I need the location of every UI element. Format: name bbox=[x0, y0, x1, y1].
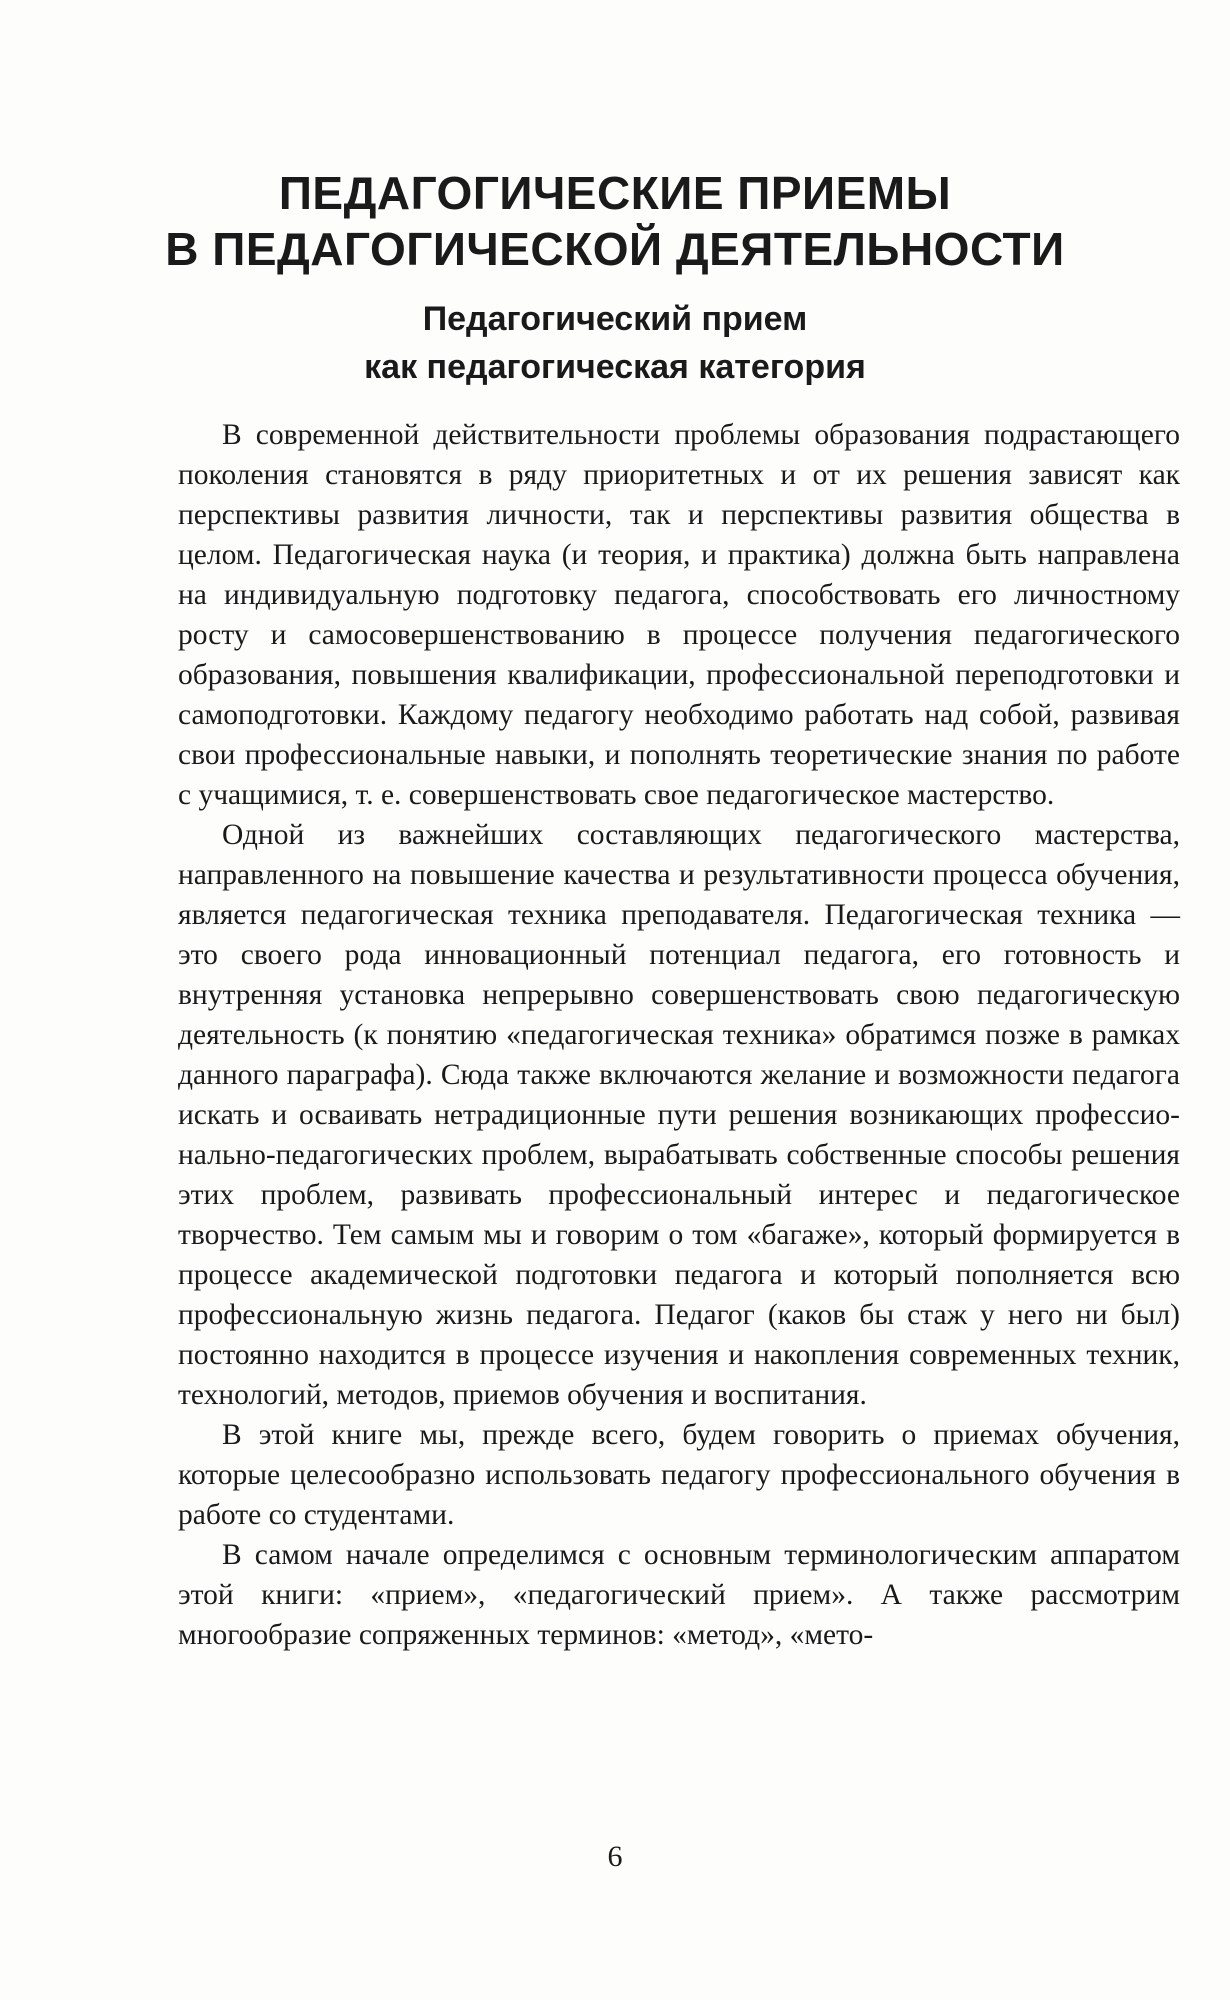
section-title-line-1: Педагогический прием bbox=[422, 300, 808, 338]
paragraph-4: В самом начале определимся с основным терминологическим аппаратом этой книги: «прием», «педагогический прием». А также рассмотрим многообразие сопряженных терминов: «метод», «мето- bbox=[178, 1539, 1180, 1651]
chapter-title-line-1: ПЕДАГОГИЧЕСКИЕ ПРИЕМЫ bbox=[278, 167, 952, 219]
chapter-title-line-2: В ПЕДАГОГИЧЕСКОЙ ДЕЯТЕЛЬНОСТИ bbox=[165, 223, 1065, 275]
section-title-line-2: как педагогическая категория bbox=[364, 348, 866, 386]
paragraph-1: В современной действительности проблемы образования подрастающего поколения становятся в ряду приоритетных и от их решения зависят как перспективы развития личности, так и перспективы развития общества в целом. Педагогическая наука (и теория, и практика) должна быть направлена на индивидуальную подготовку педагога, способствовать его личностному росту и самосовершенствованию в процессе получения педагогического образования, повышения квалификации, профессиональной переподготовки и самоподготовки. Каждому педагогу необходимо работать над собой, развивая свои профессиональные навыки, и пополнять теоретические знания по работе с учащимися, т. е. совершенствовать свое педагогическое мастерство. bbox=[178, 419, 1180, 811]
page-number: 6 bbox=[607, 1840, 623, 1873]
section-title bbox=[0, 295, 1230, 391]
chapter-title bbox=[0, 165, 1230, 277]
body-text bbox=[178, 415, 1180, 1655]
paragraph-2: Одной из важнейших составляющих педагогического мастерства, направленного на повышение качества и результативности процесса обучения, является педагогическая техника преподавателя. Педагогическая техника — это своего рода инновационный потенциал педагога, его готовность и внутренняя установка непрерывно совершенствовать свою педагогическую деятельность (к понятию «педагогическая техника» обратимся позже в рамках данного параграфа). Сюда также включаются желание и возможности педагога искать и осваивать нетрадиционные пути решения возникающих профессионально-педагогических проблем, вырабатывать собственные способы решения этих проблем, развивать профессиональный интерес и педагогическое творчество. Тем самым мы и говорим о том «багаже», который формируется в процессе академической подготовки педагога и который пополняется всю профессиональную жизнь педагога. Педагог (каков бы стаж у него ни был) постоянно находится в процессе изучения и накопления современных техник, технологий, методов, приемов обучения и воспитания. bbox=[178, 819, 1180, 1411]
paragraph-3: В этой книге мы, прежде всего, будем говорить о приемах обучения, которые целесообразно использовать педагогу профессионального обучения в работе со студентами. bbox=[178, 1419, 1180, 1531]
